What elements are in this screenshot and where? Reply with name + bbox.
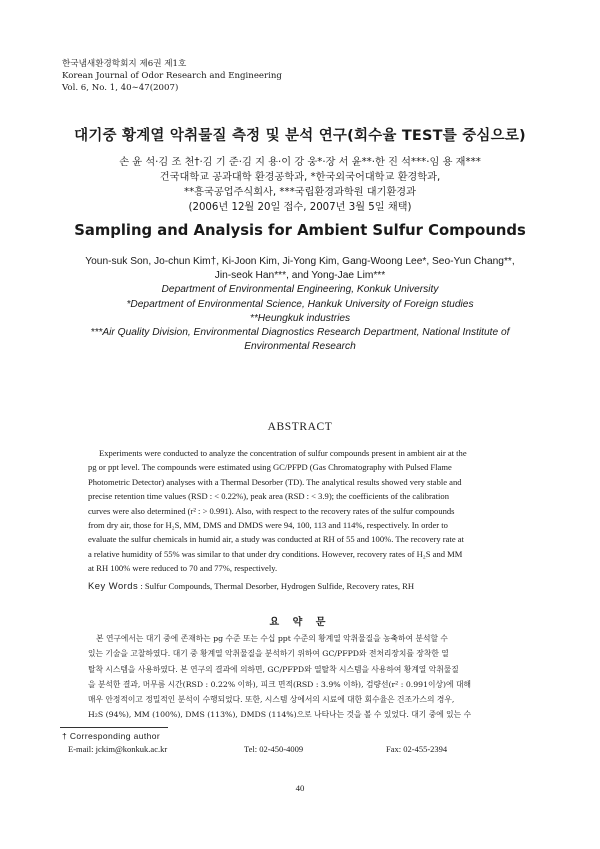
journal-name-ko: 한국냄새환경학회지 제6권 제1호 (62, 59, 187, 69)
abstract-line: a relative humidity of 55% was similar to that under dry conditions. However, recovery rates of H₂S and MM (88, 548, 463, 559)
korean-affiliation-2: **흥국공업주식회사, ***국립환경과학원 대기환경과 (183, 187, 416, 198)
korean-summary-paragraph (88, 631, 513, 723)
corresponding-email: E-mail: jckim@konkuk.ac.kr (68, 744, 168, 754)
abstract-line: from dry air, those for H₂S, MM, DMS and DMDS were 94, 100, 113 and 114%, respectively. In order to (88, 520, 448, 531)
english-affiliation-3: **Heungkuk industries (249, 312, 351, 324)
keywords-label: Key Words (88, 580, 139, 591)
abstract-line: pg or ppt level. The compounds were estimated using GC/PFPD (Gas Chromatography with Pulsed Flame (88, 462, 452, 473)
english-affiliation-2: *Department of Environmental Science, Hankuk University of Foreign studies (126, 298, 474, 310)
summary-line: 있는 기술을 고찰하였다. 대기 중 황계열 악취물질을 분석하기 위하여 GC/PFPD와 전처리장치를 장착한 열 (88, 649, 449, 659)
journal-header (62, 58, 282, 94)
keywords-line (88, 580, 518, 591)
summary-line: H₂S (94%), MM (100%), DMS (113%), DMDS (114%)으로 나타나는 것을 볼 수 있었다. 대기 중에 있는 수 (88, 710, 472, 720)
summary-line: 매우 안정적이고 정밀적인 분석이 수행되었다. 또한, 시스템 상에서의 시료에 대한 회수율은 건조가스의 경우, (88, 695, 455, 705)
abstract-line: precise retention time values (RSD : < 0.22%), peak area (RSD : < 3.9); the coefficients of the calibration (88, 491, 449, 502)
english-author-names-2: Jin-seok Han***, and Yong-Jae Lim*** (214, 270, 386, 282)
corresponding-phone: Tel: 02-450-4009 (244, 744, 304, 754)
abstract-line: at RH 100% were reduced to 70 and 77%, respectively. (88, 563, 278, 574)
keywords-text: : Sulfur Compounds, Thermal Desorber, Hydrogen Sulfide, Recovery rates, RH (138, 581, 415, 591)
page-number: 40 (295, 783, 305, 793)
korean-summary-heading: 요 약 문 (269, 617, 331, 628)
summary-line: 탈착 시스템을 사용하였다. 본 연구의 결과에 의하면, GC/PFPD와 열탈착 시스템을 사용하여 황계열 악취물질 (88, 664, 459, 674)
corresponding-author-label: † Corresponding author (62, 731, 161, 741)
abstract-line: evaluate the sulfur chemicals in humid air, a study was conducted at RH of 55 and 100%. The recovery rate at (88, 534, 464, 545)
journal-name-en: Korean Journal of Odor Research and Engineering (62, 71, 282, 81)
korean-title: 대기중 황계열 악취물질 측정 및 분석 연구(회수율 TEST를 중심으로) (74, 128, 526, 144)
english-author-names-1: Youn-suk Son, Jo-chun Kim†, Ki-Joon Kim, Ji-Yong Kim, Gang-Woong Lee*, Seo-Yun Chang**, (85, 256, 515, 267)
abstract-line: curves were also determined (r² : > 0.991). Also, with respect to the recovery rates of the sulfur compounds (88, 505, 455, 516)
corresponding-fax: Fax: 02-455-2394 (386, 744, 448, 754)
summary-line: 을 분석한 결과, 머무름 시간(RSD : 0.22% 이하), 피크 면적(RSD : 3.9% 이하), 검량선(r² : 0.991이상)에 대해 (88, 679, 471, 689)
abstract-line: Photometric Detector) analyses with a Thermal Desorber (TD). The analytical results showed very stable and (88, 476, 462, 487)
journal-volume: Vol. 6, No. 1, 40∼47(2007) (62, 83, 179, 93)
korean-affiliation-1: 건국대학교 공과대학 환경공학과, *한국외국어대학교 환경학과, (159, 172, 441, 183)
english-affiliation-1: Department of Environmental Engineering, Konkuk University (161, 284, 439, 296)
abstract-heading: ABSTRACT (267, 421, 333, 433)
footnote-divider (60, 727, 168, 728)
english-title: Sampling and Analysis for Ambient Sulfur Compounds (74, 222, 526, 239)
abstract-paragraph (88, 446, 513, 576)
english-affiliation-4: ***Air Quality Division, Environmental Diagnostics Research Department, National Institute of (90, 327, 510, 339)
received-accepted-dates: (2006년 12월 20일 접수, 2007년 3월 5일 채택) (188, 202, 412, 213)
english-affiliation-5: Environmental Research (244, 341, 356, 353)
korean-author-names: 손 윤 석·김 조 천†·김 기 준·김 지 용·이 강 웅*·장 서 윤**·한 진 석***·임 용 재*** (119, 157, 481, 168)
korean-author-block (0, 155, 600, 215)
english-author-block (0, 255, 600, 354)
summary-line: 본 연구에서는 대기 중에 존재하는 pg 수준 또는 수십 ppt 수준의 황계열 악취물질을 농축하여 분석할 수 (96, 634, 448, 643)
abstract-line: Experiments were conducted to analyze the concentration of sulfur compounds present in ambient air at the (99, 448, 467, 458)
